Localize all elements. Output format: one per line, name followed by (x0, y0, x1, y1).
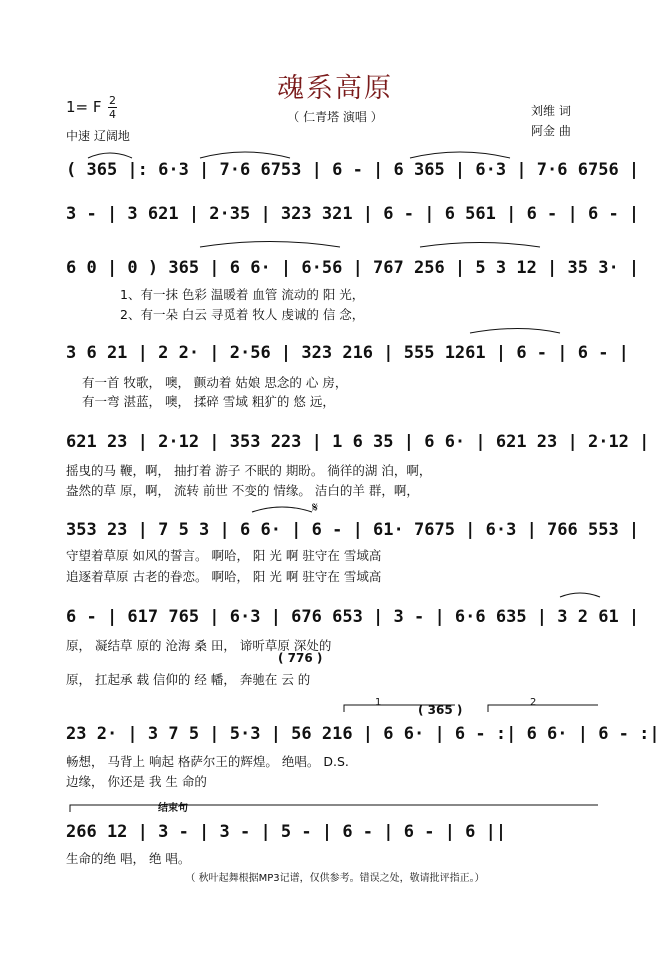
notation-row-6: 353 23 | 7 5 3 | 6 6· | 6 - | 61· 7675 | 6·3 | 766 553 | (66, 520, 640, 540)
slur-mark (470, 329, 560, 334)
slur-mark (410, 152, 510, 158)
lyrics-row-3-verse-1: 1、有一抹 色彩 温暖着 血管 流动的 阳 光， (120, 287, 365, 302)
slur-mark (88, 153, 132, 158)
notation-row-9: 266 12 | 3 - | 3 - | 5 - | 6 - | 6 - | 6 || (66, 822, 507, 842)
slur-mark (420, 243, 540, 248)
slur-mark (252, 507, 312, 512)
notation-row-5: 621 23 | 2·12 | 353 223 | 1 6 35 | 6 6· | 621 23 | 2·12 | (66, 432, 650, 452)
alternate-notes: ( 776 ) (278, 651, 323, 665)
lyrics-row-5-verse-2: 盎然的草 原，啊， 流转 前世 不变的 情缘。 洁白的羊 群，啊， (66, 483, 419, 498)
lyrics-row-6-verse-2: 追逐着草原 古老的眷恋。 啊哈， 阳 光 啊 驻守在 雪域高 (66, 569, 382, 584)
coda-bracket (70, 805, 598, 812)
notation-row-2: 3 - | 3 621 | 2·35 | 323 321 | 6 - | 6 561 | 6 - | 6 - | (66, 204, 640, 224)
slur-mark (200, 242, 340, 248)
lyrics-row-7-verse-1: 原， 凝结草 原的 沧海 桑 田， 谛听草原 深处的 (66, 638, 332, 653)
meter-bottom: 4 (109, 108, 116, 121)
lyrics-row-7-verse-2: 原， 扛起承 载 信仰的 经 幡， 奔驰在 云 的 (66, 672, 311, 687)
lyrics-row-6-verse-1: 守望着草原 如风的誓言。 啊哈， 阳 光 啊 驻守在 雪域高 (66, 548, 382, 563)
notation-row-1: ( 365 |: 6·3 | 7·6 6753 | 6 - | 6 365 | 6·3 | 7·6 6756 | (66, 160, 640, 180)
ending-bracket-2-label: 2 (530, 697, 537, 708)
intro-notes: ( 365 ) (418, 703, 463, 717)
lyrics-row-8-verse-2: 边缘， 你还是 我 生 命的 (66, 774, 207, 789)
key-signature: 1= F (66, 98, 102, 116)
lyricist-credit: 刘维 词 (531, 104, 571, 118)
lyrics-row-9: 生命的绝 唱， 绝 唱。 (66, 851, 191, 866)
lyrics-row-3-verse-2: 2、有一朵 白云 寻觅着 牧人 虔诚的 信 念， (120, 307, 365, 322)
segno-sign: 𝄋 (312, 500, 319, 516)
composer-credit: 阿金 曲 (531, 124, 571, 138)
footer-note: （ 秋叶起舞根据MP3记谱，仅供参考。错误之处，敬请批评指正。） (185, 873, 485, 884)
notation-row-7: 6 - | 617 765 | 6·3 | 676 653 | 3 - | 6·6 635 | 3 2 61 | (66, 607, 640, 627)
lyrics-row-4-verse-1: 有一首 牧歌， 噢， 颤动着 姑娘 思念的 心 房， (82, 375, 348, 390)
coda-label: 结束句 (158, 803, 188, 814)
slur-mark (560, 593, 600, 597)
notation-row-4: 3 6 21 | 2 2· | 2·56 | 323 216 | 555 1261 | 6 - | 6 - | (66, 343, 629, 363)
performer-subtitle: （ 仁青塔 演唱 ） (287, 110, 383, 124)
notation-row-3: 6 0 | 0 ) 365 | 6 6· | 6·56 | 767 256 | 5 3 12 | 35 3· | (66, 258, 640, 278)
ending-bracket-1-label: 1 (375, 697, 382, 708)
slur-mark (200, 152, 290, 158)
notation-row-8: 23 2· | 3 7 5 | 5·3 | 56 216 | 6 6· | 6 - :| 6 6· | 6 - :| (66, 724, 660, 744)
song-title: 魂系高原 (277, 73, 393, 104)
lyrics-row-4-verse-2: 有一弯 湛蓝， 噢， 揉碎 雪域 粗犷的 悠 远， (82, 394, 335, 409)
meter-top: 2 (109, 94, 116, 107)
ending-bracket-2 (488, 705, 598, 712)
tempo-marking: 中速 辽阔地 (66, 129, 130, 143)
lyrics-row-8-verse-1: 畅想， 马背上 响起 格萨尔王的辉煌。 绝唱。 D.S. (66, 754, 349, 769)
lyrics-row-5-verse-1: 摇曳的马 鞭，啊， 抽打着 游子 不眠的 期盼。 徜徉的湖 泊，啊， (66, 463, 432, 478)
ending-bracket-1 (344, 705, 455, 712)
